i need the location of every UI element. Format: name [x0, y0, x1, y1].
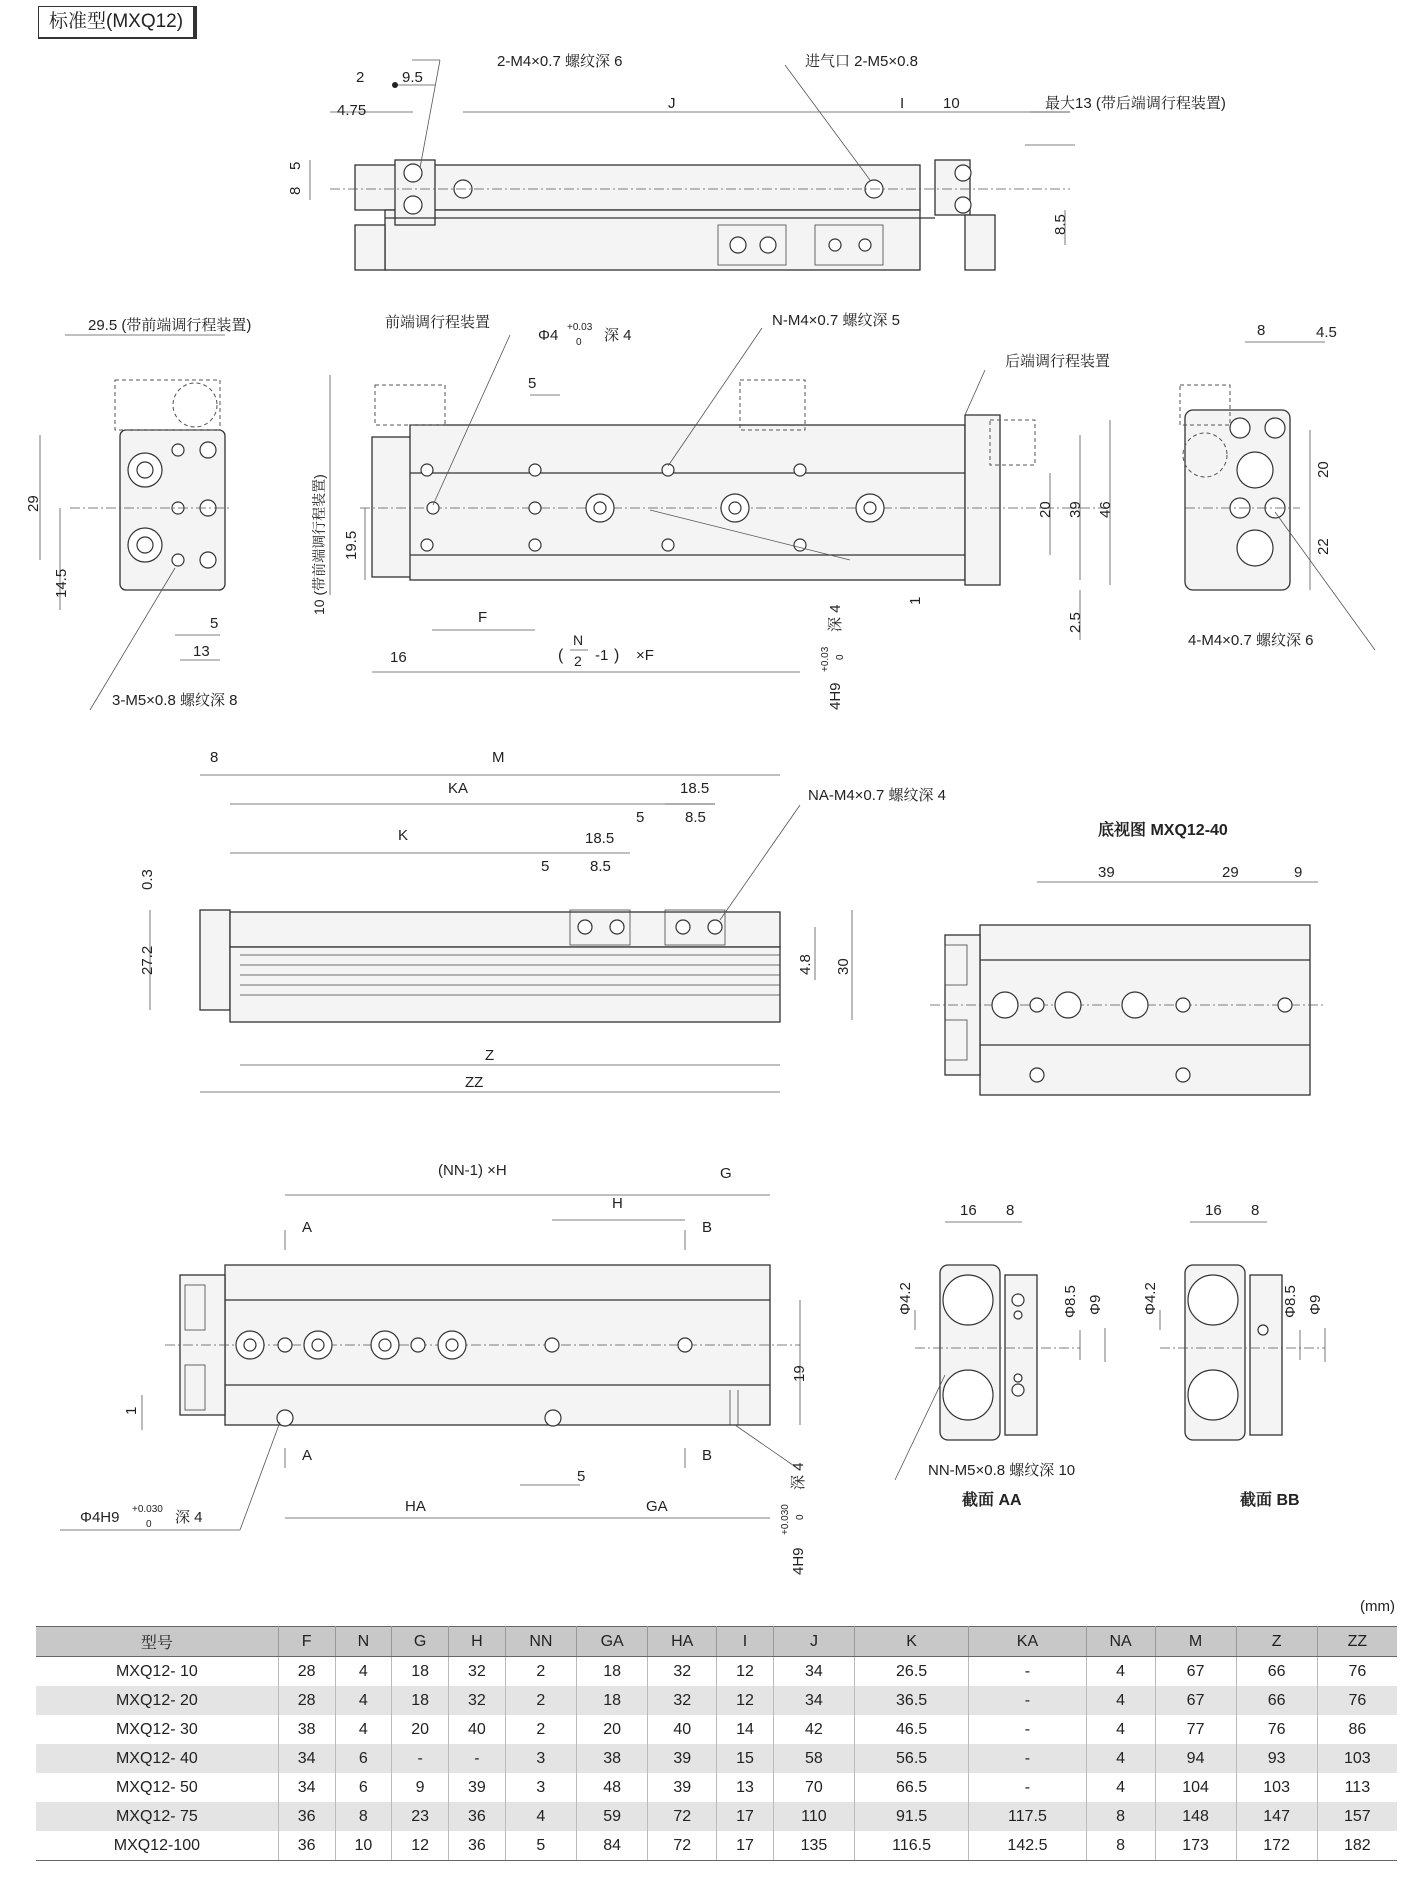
table-cell: 104 [1155, 1773, 1236, 1802]
left-dim-14-5: 14.5 [53, 568, 70, 598]
table-cell: 18 [577, 1686, 648, 1715]
table-cell: 46.5 [854, 1715, 968, 1744]
table-cell: 42 [773, 1715, 854, 1744]
bottom-dim-39: 39 [1098, 864, 1115, 881]
table-cell: 6 [335, 1744, 392, 1773]
front-dim-16: 16 [390, 649, 407, 666]
table-row [36, 1657, 1397, 1687]
table-cell: 17 [717, 1802, 774, 1831]
front-dim-19-5: 19.5 [343, 530, 360, 560]
table-cell: 4 [505, 1802, 576, 1831]
lower-phi-label: Φ4H9 [80, 1509, 120, 1526]
table-row [36, 1831, 1397, 1861]
lower-dim-19: 19 [791, 1365, 808, 1382]
table-row [36, 1773, 1397, 1802]
table-cell: 26.5 [854, 1657, 968, 1687]
aa-dim-phi-8-5: Φ8.5 [1062, 1285, 1079, 1318]
table-cell: 32 [648, 1657, 717, 1687]
table-cell: 10 [335, 1831, 392, 1861]
table-cell: 4 [1086, 1744, 1155, 1773]
table-cell: 12 [717, 1657, 774, 1687]
side-dim-18-5-b: 18.5 [585, 830, 615, 847]
table-cell: 32 [648, 1686, 717, 1715]
side-dim-8-5-b: 8.5 [590, 858, 611, 875]
left-dim-13: 13 [193, 643, 210, 660]
table-cell: 4 [335, 1715, 392, 1744]
side-view [150, 775, 852, 1092]
bb-dim-phi-8-5: Φ8.5 [1282, 1285, 1299, 1318]
table-cell: 172 [1236, 1831, 1317, 1861]
aa-dim-phi-9: Φ9 [1087, 1294, 1104, 1315]
front-phi-tol-upper: +0.03 [567, 322, 593, 333]
formula-rest: -1 [595, 647, 609, 664]
right-end-view [1180, 342, 1375, 650]
table-header-cell: H [449, 1627, 506, 1657]
side-dim-8: 8 [210, 749, 219, 766]
table-cell-model: MXQ12- 50 [36, 1773, 278, 1802]
side-dim-zz: ZZ [465, 1074, 484, 1091]
table-cell: 34 [278, 1773, 335, 1802]
bb-dim-8: 8 [1251, 1202, 1260, 1219]
table-cell: 56.5 [854, 1744, 968, 1773]
drawing-title: 标准型(MXQ12) [38, 6, 197, 39]
table-cell: 67 [1155, 1657, 1236, 1687]
table-row [36, 1715, 1397, 1744]
front-dim-1: 1 [907, 596, 924, 605]
side-dim-8-5-a: 8.5 [685, 809, 706, 826]
table-cell: 117.5 [969, 1802, 1086, 1831]
lower-bore-tol-lower: 0 [795, 1514, 806, 1520]
front-dim-f: F [478, 609, 488, 626]
lower-callout-h: H [612, 1195, 623, 1212]
table-cell: 182 [1317, 1831, 1397, 1861]
table-cell: 9 [392, 1773, 449, 1802]
table-header-cell: K [854, 1627, 968, 1657]
front-dim-39: 39 [1067, 501, 1084, 518]
section-aa [895, 1222, 1105, 1480]
table-cell: 4 [1086, 1657, 1155, 1687]
table-cell: 113 [1344, 1778, 1371, 1796]
table-cell: 103 [1236, 1773, 1317, 1802]
table-cell: 72 [648, 1802, 717, 1831]
table-cell-model: MXQ12- 20 [36, 1686, 278, 1715]
front-callout-front-adjuster: 前端调行程装置 [385, 314, 491, 331]
table-cell: 39 [648, 1744, 717, 1773]
table-cell: 4 [1086, 1773, 1155, 1802]
front-bore-tol-upper: +0.03 [820, 646, 831, 672]
front-bore-depth: 深 4 [827, 604, 844, 632]
aa-dim-phi-4-2: Φ4.2 [897, 1282, 914, 1315]
table-cell: 18 [577, 1657, 648, 1687]
side-dim-k: K [398, 827, 409, 844]
lower-view [60, 1195, 800, 1530]
bb-dim-phi-4-2: Φ4.2 [1142, 1282, 1159, 1315]
left-dim-5: 5 [210, 615, 219, 632]
bottom-dim-29: 29 [1222, 864, 1239, 881]
table-cell: 34 [773, 1686, 854, 1715]
table-cell: 3 [505, 1744, 576, 1773]
table-cell: 12 [392, 1831, 449, 1861]
table-header-cell: F [278, 1627, 335, 1657]
table-cell: 34 [773, 1657, 854, 1687]
lower-phi-depth: 深 4 [175, 1509, 203, 1526]
unit-label: (mm) [1360, 1598, 1395, 1615]
top-dim-4-75: 4.75 [337, 102, 367, 119]
left-callout-29-5: 29.5 (带前端调行程装置) [88, 317, 252, 334]
bottom-dim-9: 9 [1294, 864, 1303, 881]
table-cell: 20 [392, 1715, 449, 1744]
table-cell-model: MXQ12- 75 [36, 1802, 278, 1831]
lower-callout-g: G [720, 1165, 732, 1182]
front-dim-5: 5 [528, 375, 537, 392]
table-cell: 36 [449, 1802, 506, 1831]
table-cell: 76 [1236, 1715, 1317, 1744]
table-cell: 38 [577, 1744, 648, 1773]
table-header-cell: 型号 [36, 1627, 278, 1657]
table-header-cell: M [1155, 1627, 1236, 1657]
table-cell: 39 [449, 1773, 506, 1802]
aa-dim-16: 16 [960, 1202, 977, 1219]
aa-dim-8: 8 [1006, 1202, 1015, 1219]
table-cell: 34 [278, 1744, 335, 1773]
table-cell-model: MXQ12-100 [36, 1831, 278, 1861]
table-cell: 32 [449, 1657, 506, 1687]
table-cell: 18 [392, 1686, 449, 1715]
table-cell: 3 [505, 1773, 576, 1802]
table-cell: 103 [1317, 1744, 1397, 1773]
dimension-table [36, 1626, 1397, 1861]
top-dim-9-5: 9.5 [402, 69, 423, 86]
table-cell: 91.5 [854, 1802, 968, 1831]
top-callout-inlet: 进气口 2-M5×0.8 [805, 53, 918, 70]
side-dim-m: M [492, 749, 505, 766]
lower-dim-ha: HA [405, 1498, 426, 1515]
lower-dim-1: 1 [123, 1406, 140, 1415]
left-callout-m5: 3-M5×0.8 螺纹深 8 [112, 692, 238, 709]
table-cell: 14 [717, 1715, 774, 1744]
table-cell: 39 [648, 1773, 717, 1802]
table-header-cell: N [335, 1627, 392, 1657]
right-dim-22: 22 [1315, 538, 1332, 555]
table-cell: 8 [1086, 1802, 1155, 1831]
top-dim-2: 2 [356, 69, 365, 86]
table-cell: - [969, 1773, 1086, 1802]
table-header-cell: HA [648, 1627, 717, 1657]
table-cell: 38 [278, 1715, 335, 1744]
side-dim-z: Z [485, 1047, 495, 1064]
table-cell: 110 [773, 1802, 854, 1831]
table-cell: 147 [1236, 1802, 1317, 1831]
top-dim-8: 8 [287, 186, 304, 195]
side-dim-5-b: 5 [541, 858, 550, 875]
bb-dim-16: 16 [1205, 1202, 1222, 1219]
front-dim-20: 20 [1037, 501, 1054, 518]
table-cell: - [969, 1686, 1086, 1715]
top-dim-j: J [668, 95, 676, 112]
lower-dim-ga: GA [646, 1498, 668, 1515]
table-cell: - [969, 1715, 1086, 1744]
table-header-row [36, 1627, 1397, 1657]
side-dim-30: 30 [835, 958, 852, 975]
table-cell-model: MXQ12- 10 [36, 1657, 278, 1687]
table-cell: 77 [1155, 1715, 1236, 1744]
table-cell: 17 [717, 1831, 774, 1861]
table-cell: 59 [577, 1802, 648, 1831]
table-cell: 84 [577, 1831, 648, 1861]
table-cell: 5 [505, 1831, 576, 1861]
formula-n: N [573, 632, 584, 648]
front-view [330, 328, 1110, 672]
table-cell: 20 [577, 1715, 648, 1744]
table-cell: 23 [392, 1802, 449, 1831]
front-phi-tol-lower: 0 [576, 337, 582, 348]
lower-bore-label: 4H9 [790, 1547, 807, 1575]
table-cell: 93 [1236, 1744, 1317, 1773]
table-cell: 8 [1086, 1831, 1155, 1861]
table-cell: 67 [1155, 1686, 1236, 1715]
table-cell: 36 [449, 1831, 506, 1861]
table-cell: 86 [1348, 1720, 1367, 1738]
side-dim-4-8: 4.8 [797, 954, 814, 975]
bottom-view [930, 882, 1325, 1095]
table-cell: - [969, 1744, 1086, 1773]
table-cell: 66 [1236, 1657, 1317, 1687]
formula-f: ×F [636, 647, 654, 664]
lower-dim-5: 5 [577, 1468, 586, 1485]
table-cell: 4 [335, 1686, 392, 1715]
section-bb-title: 截面 BB [1240, 1492, 1300, 1509]
table-header-cell: KA [969, 1627, 1086, 1657]
table-cell-model: MXQ12- 30 [36, 1715, 278, 1744]
right-callout-4-m4: 4-M4×0.7 螺纹深 6 [1188, 632, 1314, 649]
table-header-cell: NN [505, 1627, 576, 1657]
right-dim-20: 20 [1315, 461, 1332, 478]
front-bore-label: 4H9 [827, 682, 844, 710]
table-cell: 135 [773, 1831, 854, 1861]
table-cell: 72 [648, 1831, 717, 1861]
front-bore-tol-lower: 0 [835, 654, 846, 660]
table-cell: 70 [773, 1773, 854, 1802]
table-cell: 173 [1155, 1831, 1236, 1861]
formula-paren-open: ( [558, 647, 564, 664]
side-dim-27-2: 27.2 [139, 945, 156, 975]
table-cell: 58 [773, 1744, 854, 1773]
table-cell: 15 [717, 1744, 774, 1773]
front-callout-rear-adjuster: 后端调行程装置 [1005, 353, 1111, 370]
table-cell: 76 [1317, 1686, 1397, 1715]
table-cell: 66.5 [854, 1773, 968, 1802]
section-mark-b-top: B [702, 1219, 713, 1236]
table-header-cell: G [392, 1627, 449, 1657]
side-dim-18-5-a: 18.5 [680, 780, 710, 797]
table-header-cell: ZZ [1317, 1627, 1397, 1657]
table-cell: 2 [505, 1715, 576, 1744]
table-cell-model: MXQ12- 40 [36, 1744, 278, 1773]
section-mark-a-top: A [302, 1219, 313, 1236]
aa-callout-nn-m5: NN-M5×0.8 螺纹深 10 [928, 1462, 1076, 1479]
table-cell: 36 [278, 1802, 335, 1831]
table-cell: 40 [648, 1715, 717, 1744]
table-cell: 6 [335, 1773, 392, 1802]
table-cell: 76 [1348, 1662, 1367, 1680]
front-dim-46: 46 [1097, 501, 1114, 518]
top-dim-5: 5 [287, 161, 304, 170]
table-cell: 4 [1086, 1715, 1155, 1744]
formula-paren-close: ) [614, 647, 620, 664]
table-cell: 8 [335, 1802, 392, 1831]
left-dim-29: 29 [25, 495, 42, 512]
lower-bore-tol-upper: +0.030 [780, 1504, 791, 1535]
table-cell: 32 [449, 1686, 506, 1715]
table-row [36, 1686, 1397, 1715]
bottom-view-title: 底视图 MXQ12-40 [1098, 822, 1228, 839]
section-aa-title: 截面 AA [962, 1492, 1022, 1509]
table-cell: 40 [449, 1715, 506, 1744]
right-dim-8: 8 [1257, 322, 1266, 339]
table-cell: - [969, 1657, 1086, 1687]
side-dim-5-a: 5 [636, 809, 645, 826]
table-cell: 142.5 [969, 1831, 1086, 1861]
table-cell: 13 [717, 1773, 774, 1802]
table-cell: 36.5 [854, 1686, 968, 1715]
side-callout-na-m4: NA-M4×0.7 螺纹深 4 [808, 787, 946, 804]
table-cell: 148 [1155, 1802, 1236, 1831]
table-cell: 66 [1236, 1686, 1317, 1715]
front-dim-2-5: 2.5 [1067, 612, 1084, 633]
right-dim-4-5: 4.5 [1316, 324, 1337, 341]
top-callout-m4: 2-M4×0.7 螺纹深 6 [497, 53, 623, 70]
table-header-cell: Z [1236, 1627, 1317, 1657]
table-cell: 4 [1086, 1686, 1155, 1715]
table-cell: - [449, 1744, 506, 1773]
table-header-cell: J [773, 1627, 854, 1657]
table-cell: 2 [505, 1657, 576, 1687]
section-mark-b-bottom: B [702, 1447, 713, 1464]
table-header-cell: NA [1086, 1627, 1155, 1657]
table-cell: - [392, 1744, 449, 1773]
lower-callout-nn-h: (NN-1) ×H [438, 1162, 507, 1179]
front-callout-n-m4: N-M4×0.7 螺纹深 5 [772, 312, 900, 329]
top-view [310, 60, 1075, 270]
formula-d: 2 [574, 653, 582, 669]
table-header-cell: GA [577, 1627, 648, 1657]
front-phi-depth: 深 4 [604, 327, 632, 344]
table-row [36, 1802, 1397, 1831]
table-cell: 4 [335, 1657, 392, 1687]
table-cell: 28 [278, 1686, 335, 1715]
table-header-cell: I [717, 1627, 774, 1657]
top-dim-i: I [900, 95, 905, 112]
table-cell: 116.5 [854, 1831, 968, 1861]
table-cell: 2 [505, 1686, 576, 1715]
table-cell: 18 [392, 1657, 449, 1687]
section-mark-a-bottom: A [302, 1447, 313, 1464]
lower-phi-tol-lower: 0 [146, 1519, 152, 1530]
front-vert-label: 10 (带前端调行程装置) [311, 474, 327, 615]
top-callout-max13: 最大13 (带后端调行程装置) [1045, 95, 1226, 112]
front-phi-label: Φ4 [538, 327, 559, 344]
table-cell: 157 [1317, 1802, 1397, 1831]
section-bb [1160, 1222, 1325, 1440]
table-cell: 12 [717, 1686, 774, 1715]
side-dim-0-3: 0.3 [139, 869, 156, 890]
lower-bore-depth: 深 4 [790, 1462, 807, 1490]
top-dim-10: 10 [943, 95, 960, 112]
table-cell: 36 [278, 1831, 335, 1861]
bb-dim-phi-9: Φ9 [1307, 1294, 1324, 1315]
lower-phi-tol-upper: +0.030 [132, 1504, 163, 1515]
top-dim-8-5: 8.5 [1052, 214, 1069, 235]
table-cell: 94 [1155, 1744, 1236, 1773]
side-dim-ka: KA [448, 780, 469, 797]
table-row [36, 1744, 1397, 1773]
table-cell: 28 [278, 1657, 335, 1687]
table-cell: 48 [577, 1773, 648, 1802]
